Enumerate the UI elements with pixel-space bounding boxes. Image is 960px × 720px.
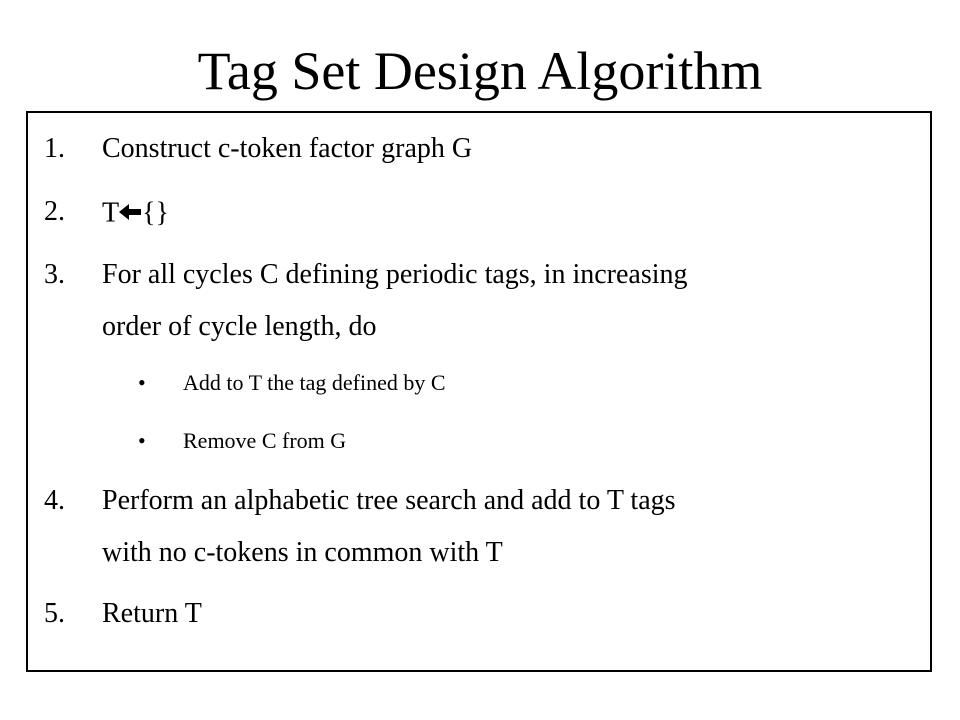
step-text [102,249,922,353]
step-text-line-2: order of cycle length, do [102,311,377,342]
bullet-icon: • [138,370,146,395]
step-text-line-2: with no c-tokens in common with T [102,537,503,568]
step-text-before: T [102,197,120,229]
step-text: Construct c-token factor graph G [102,133,473,164]
substep-text: Remove C from G [183,428,347,453]
step-text-line-1: For all cycles C defining periodic tags, in increasing [102,259,688,290]
substep-text: Add to T the tag defined by C [183,370,446,395]
step-text-after: {} [142,197,169,229]
step-number: 2. [44,196,65,227]
step-number: 5. [44,598,65,629]
step-text-line-1: Perform an alphabetic tree search and add to T tags [102,485,676,516]
step-text [102,186,922,244]
step-number: 4. [44,485,65,516]
step-number: 1. [44,133,65,164]
left-arrow-icon [119,186,141,238]
step-text [102,475,922,579]
slide-title: Tag Set Design Algorithm [197,41,763,101]
algorithm-box [26,111,932,672]
step-number: 3. [44,259,65,290]
step-text: Return T [102,598,202,629]
bullet-icon: • [138,428,146,453]
